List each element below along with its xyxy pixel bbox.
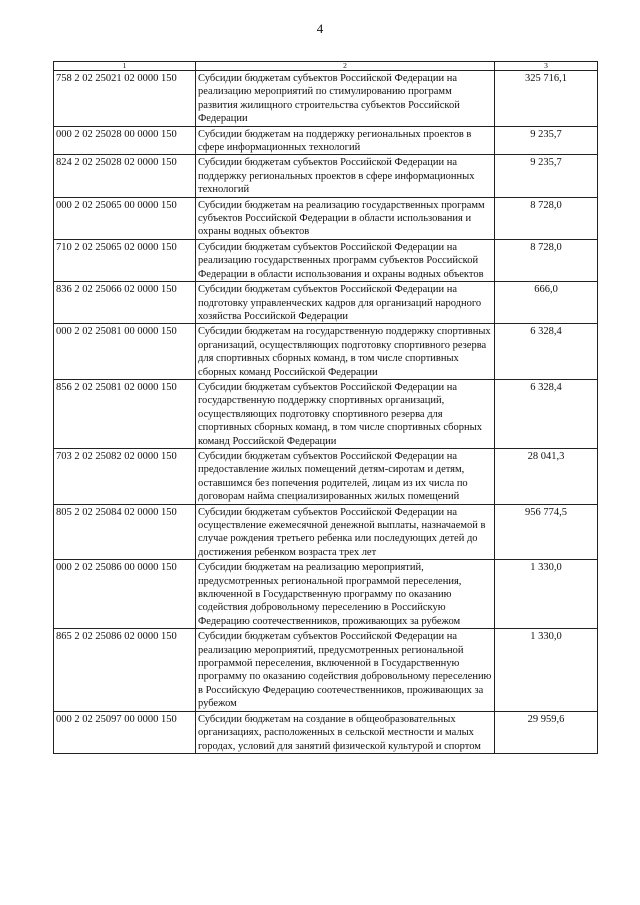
table-row [54,504,598,560]
amount-cell: 8 728,0 [495,197,598,239]
amount-cell: 1 330,0 [495,629,598,711]
table-row [54,282,598,324]
column-header-amount: 3 [495,62,598,71]
table-row [54,629,598,711]
budget-code-cell: 000 2 02 25086 00 0000 150 [54,560,196,629]
budget-code-cell: 000 2 02 25081 00 0000 150 [54,324,196,380]
amount-cell: 28 041,3 [495,448,598,504]
description-cell: Субсидии бюджетам субъектов Российской Федерации на поддержку региональных проектов в сфере информационных технологий [196,155,495,197]
amount-cell: 6 328,4 [495,379,598,448]
column-header-description: 2 [196,62,495,71]
amount-cell: 666,0 [495,282,598,324]
budget-code-cell: 836 2 02 25066 02 0000 150 [54,282,196,324]
table-row [54,379,598,448]
amount-cell: 9 235,7 [495,155,598,197]
budget-code-cell: 000 2 02 25097 00 0000 150 [54,711,196,753]
budget-code-cell: 856 2 02 25081 02 0000 150 [54,379,196,448]
amount-cell: 8 728,0 [495,239,598,281]
description-cell: Субсидии бюджетам на государственную поддержку спортивных организаций, осуществляющих подготовку спортивного резерва для спортивных сборных команд, в том числе спортивных сборных команд Российской Федерации [196,324,495,380]
amount-cell: 9 235,7 [495,126,598,155]
table-row [54,71,598,127]
amount-cell: 1 330,0 [495,560,598,629]
table-row [54,560,598,629]
table-row [54,197,598,239]
description-cell: Субсидии бюджетам субъектов Российской Федерации на реализацию государственных программ субъектов Российской Федерации в области использования и охраны водных объектов [196,239,495,281]
table-row [54,324,598,380]
description-cell: Субсидии бюджетам субъектов Российской Федерации на реализацию мероприятий, предусмотренных региональной программой переселения, включенной в Государственную программу по оказанию содействия добровольному переселению в Российскую Федерацию соотечественников, проживающих за рубежом [196,629,495,711]
budget-code-cell: 000 2 02 25065 00 0000 150 [54,197,196,239]
budget-table [53,61,598,754]
table-row [54,448,598,504]
page-number: 4 [316,21,324,36]
budget-code-cell: 758 2 02 25021 02 0000 150 [54,71,196,127]
description-cell: Субсидии бюджетам субъектов Российской Федерации на осуществление ежемесячной денежной выплаты, назначаемой в случае рождения третьего ребенка или последующих детей до достижения ребенком возраста трех лет [196,504,495,560]
description-cell: Субсидии бюджетам на поддержку региональных проектов в сфере информационных технологий [196,126,495,155]
table-row [54,126,598,155]
table-row [54,155,598,197]
column-header-code: 1 [54,62,196,71]
budget-code-cell: 865 2 02 25086 02 0000 150 [54,629,196,711]
amount-cell: 325 716,1 [495,71,598,127]
table-header-row [54,62,598,71]
budget-code-cell: 710 2 02 25065 02 0000 150 [54,239,196,281]
amount-cell: 29 959,6 [495,711,598,753]
description-cell: Субсидии бюджетам на реализацию государственных программ субъектов Российской Федерации в области использования и охраны водных объектов [196,197,495,239]
description-cell: Субсидии бюджетам субъектов Российской Федерации на реализацию мероприятий по стимулированию программ развития жилищного строительства субъектов Российской Федерации [196,71,495,127]
description-cell: Субсидии бюджетам субъектов Российской Федерации на подготовку управленческих кадров для организаций народного хозяйства Российской Федерации [196,282,495,324]
table-row [54,711,598,753]
amount-cell: 6 328,4 [495,324,598,380]
description-cell: Субсидии бюджетам субъектов Российской Федерации на государственную поддержку спортивных организаций, осуществляющих подготовку спортивного резерва для спортивных сборных команд, в том числе спортивных сборных команд Российской Федерации [196,379,495,448]
amount-cell: 956 774,5 [495,504,598,560]
description-cell: Субсидии бюджетам на создание в общеобразовательных организациях, расположенных в сельской местности и малых городах, условий для занятий физической культурой и спортом [196,711,495,753]
budget-code-cell: 000 2 02 25028 00 0000 150 [54,126,196,155]
budget-code-cell: 824 2 02 25028 02 0000 150 [54,155,196,197]
description-cell: Субсидии бюджетам на реализацию мероприятий, предусмотренных региональной программой переселения, включенной в Государственную программу по оказанию содействия добровольному переселению в Российскую Федерацию соотечественников, проживающих за рубежом [196,560,495,629]
table-row [54,239,598,281]
budget-code-cell: 703 2 02 25082 02 0000 150 [54,448,196,504]
description-cell: Субсидии бюджетам субъектов Российской Федерации на предоставление жилых помещений детям-сиротам и детям, оставшимся без попечения родителей, лицам из их числа по договорам найма специализированных жилых помещений [196,448,495,504]
budget-code-cell: 805 2 02 25084 02 0000 150 [54,504,196,560]
